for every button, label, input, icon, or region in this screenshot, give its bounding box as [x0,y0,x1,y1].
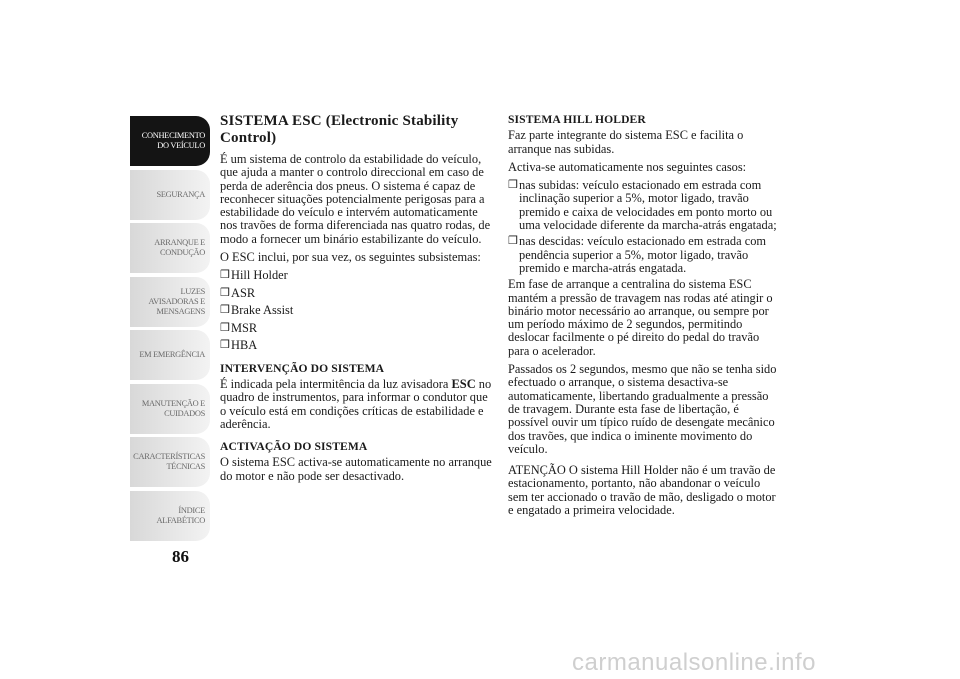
watermark: carmanualsonline.info [572,649,816,676]
list-item [508,235,780,275]
tab-conhecimento-do-veiculo[interactable]: CONHECIMENTO DO VEÍCULO [130,116,210,166]
checkbox-bullet-icon: ❒ [508,235,518,248]
intervention-paragraph [220,378,492,431]
activation-paragraph: O sistema ESC activa-se automaticamente no arranque do motor e não pode ser desactivado. [220,455,492,483]
list-item-text: nas descidas: veículo estacionado em estrada com pendência superior a 5%, motor ligado, travão premido e marcha-atrás engatada. [519,234,767,275]
startup-paragraph: Em fase de arranque a centralina do sistema ESC mantém a pressão de travagem nas rodas até atingir o binário motor necessário ao arranque, ou sempre por um período máximo de 2 segundos, permitindo deslocar facilmente o pé direito do pedal do travão para o acelerador. [508,277,773,358]
checkbox-bullet-icon: ❒ [220,269,230,282]
activation-cases-intro: Activa-se automaticamente nos seguintes casos: [508,159,747,174]
tab-luzes-avisadoras[interactable]: LUZES AVISADORAS E MENSAGENS [130,277,210,327]
page-number: 86 [172,547,189,566]
checkbox-bullet-icon: ❒ [220,304,230,317]
esc-includes-paragraph: O ESC inclui, por sua vez, os seguintes subsistemas: [220,250,481,265]
intervention-text-start: É indicada pela intermitência da luz avisadora [220,376,449,391]
list-item [508,179,780,232]
list-item-text: ASR [231,285,256,300]
tab-caracteristicas-tecnicas[interactable]: CARACTERÍSTICAS TÉCNICAS [130,437,210,487]
list-item-text: nas subidas: veículo estacionado em estrada com inclinação superior a 5%, motor ligado, travão premido e caixa de velocidades em ponto morto ou uma velocidade diferente da marcha-atrás engatada; [519,178,777,233]
list-item-text: Hill Holder [231,268,288,283]
tab-arranque-e-conducao[interactable]: ARRANQUE E CONDUÇÃO [130,223,210,273]
tab-em-emergencia[interactable]: EM EMERGÊNCIA [130,330,210,380]
list-item-text: Brake Assist [231,303,294,318]
activation-heading: ACTIVAÇÃO DO SISTEMA [220,440,368,454]
page-title: SISTEMA ESC (Electronic Stability Control) [220,113,459,146]
right-column [508,113,780,522]
esc-intro-paragraph: É um sistema de controlo da estabilidade do veículo, que ajuda a manter o controlo direccional em caso de perda de aderência dos pneus. O sistema é capaz de reconhecer situações potencialmente perigosas para a estabilidade do veículo e intervém automaticamente nos travões de forma diferenciada nas quatro rodas, de modo a fornecer um binário estabilizante do veículo. [220,152,491,246]
list-item-text: HBA [231,338,258,353]
checkbox-bullet-icon: ❒ [508,179,518,192]
checkbox-bullet-icon: ❒ [220,286,230,299]
warning-paragraph: ATENÇÃO O sistema Hill Holder não é um travão de estacionamento, portanto, não abandonar o veículo sem ter accionado o travão de mão, desligado o motor e engatado a primeira velocidade. [508,463,776,518]
tab-indice-alfabetico[interactable]: ÍNDICE ALFABÉTICO [130,491,210,541]
list-item [220,304,492,317]
list-item [220,287,492,300]
hill-holder-intro: Faz parte integrante do sistema ESC e facilita o arranque nas subidas. [508,128,744,156]
list-item [220,322,492,335]
chapter-sidebar [130,116,210,544]
hill-holder-heading: SISTEMA HILL HOLDER [508,113,646,126]
list-item-text: MSR [231,320,258,335]
checkbox-bullet-icon: ❒ [220,339,230,352]
list-item [220,269,492,282]
subsystem-list [220,269,492,352]
intervention-text-end: no quadro de instrumentos, para informar o condutor que o veículo está em condições críticas de estabilidade e aderência. [220,376,492,431]
esc-warning-light-label: ESC [451,376,476,391]
tab-seguranca[interactable]: SEGURANÇA [130,170,210,220]
intervention-heading: INTERVENÇÃO DO SISTEMA [220,361,385,375]
list-item [220,339,492,352]
tab-manutencao-e-cuidados[interactable]: MANUTENÇÃO E CUIDADOS [130,384,210,434]
release-paragraph: Passados os 2 segundos, mesmo que não se tenha sido efectuado o arranque, o sistema desactiva-se automaticamente, libertando gradualmente a pressão de travagem. Durante esta fase de libertação, é possível ouvir um típico ruído de desengate mecânico dos travões, que indica o iminente movimento do veículo. [508,362,777,456]
checkbox-bullet-icon: ❒ [220,321,230,334]
left-column [220,113,492,488]
